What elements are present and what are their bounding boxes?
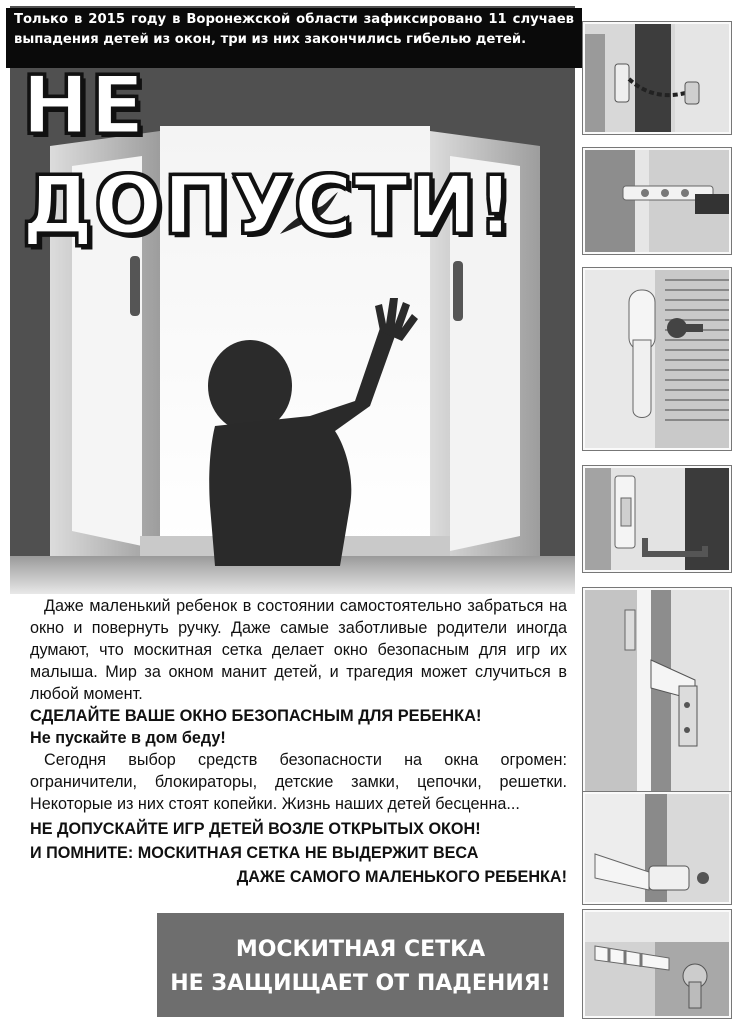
callout-no-trouble: Не пускайте в дом беду! [30,729,226,747]
statistic-banner: Только в 2015 году в Воронежской области зафиксировано 11 случаев выпадения детей из окон, три из них закончились гибелью детей. [6,8,582,68]
window-opening-stopper-icon [585,794,729,902]
window-chain-lock-icon [585,24,729,132]
callout-safe-window: СДЕЛАЙТЕ ВАШЕ ОКНО БЕЗОПАСНЫМ ДЛЯ РЕБЕНКА! [30,707,482,725]
mosquito-net-warning-banner [157,913,564,1017]
page-title: НЕ ДОПУСТИ! [22,59,515,252]
warning-line-2: И ПОМНИТЕ: МОСКИТНАЯ СЕТКА НЕ ВЫДЕРЖИТ ВЕСА [30,844,479,862]
photo-chain-lock [583,22,731,134]
photo-sash-limiter [583,588,731,798]
banner-line-1: МОСКИТНАЯ СЕТКА [235,937,486,962]
photo-handle-key [583,268,731,450]
intro-paragraph: Даже маленький ребенок в состоянии самостоятельно забраться на окно и повернуть ручку. Даже самые заботливые родители иногда думают, что москитная сетка делает окно безопасным для игр их малыша. Мир за окном манит детей, и трагедия может случиться в любой момент. [30,597,567,703]
warning-line-3: ДАЖЕ САМОГО МАЛЕНЬКОГО РЕБЕНКА! [236,868,567,886]
window-comb-stay-icon [585,912,729,1016]
warning-line-1: НЕ ДОПУСКАЙТЕ ИГР ДЕТЕЙ ВОЗЛЕ ОТКРЫТЫХ ОКОН! [30,820,481,838]
photo-latch [583,466,731,572]
safety-devices-paragraph: Сегодня выбор средств безопасности на окна огромен: ограничители, блокираторы, детские замки, цепочки, решетки. Некоторые из них стоят копейки. Жизнь наших детей бесценна... [30,751,567,813]
photo-limiter-comb [583,148,731,254]
warning-block [30,817,567,889]
window-handle-key-lock-icon [585,270,729,448]
window-sash-limiter-icon [585,590,729,796]
body-text [30,595,567,889]
window-latch-icon [585,468,729,570]
photo-opening-stopper [583,792,731,904]
banner-line-2: НЕ ЗАЩИЩАЕТ ОТ ПАДЕНИЯ! [170,971,551,996]
photo-comb-stay [583,910,731,1018]
window-limiter-comb-icon [585,150,729,252]
